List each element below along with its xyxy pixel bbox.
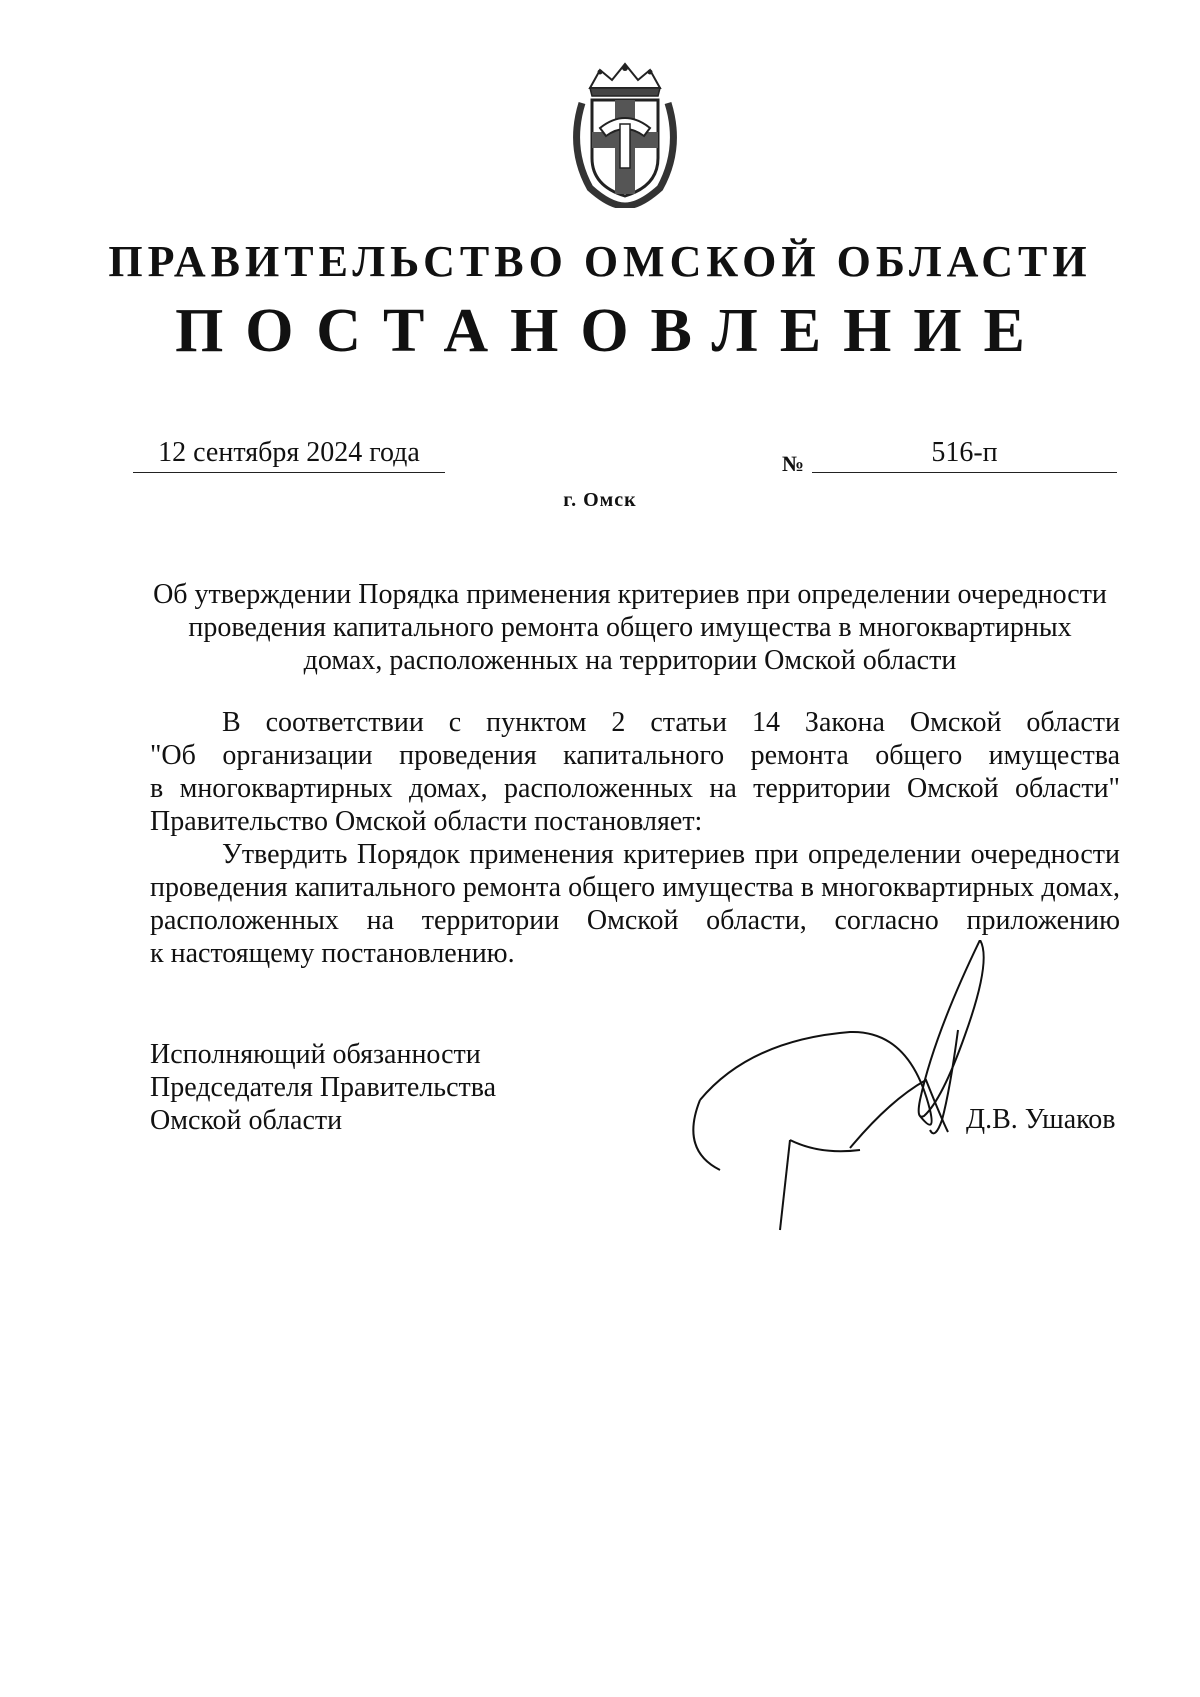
document-subject [140, 578, 1120, 677]
position-line: Исполняющий обязанности [150, 1039, 481, 1070]
subject-line: проведения капитального ремонта общего имущества в многоквартирных [188, 612, 1072, 643]
document-number: 516-п [812, 436, 1117, 473]
handwritten-signature-icon [680, 940, 1000, 1240]
document-type: ПОСТАНОВЛЕНИЕ [175, 297, 1047, 365]
subject-line: домах, расположенных на территории Омской области [303, 645, 957, 676]
body-paragraph-1 [150, 706, 1120, 838]
signatory-position [150, 1038, 496, 1137]
signatory-name: Д.В. Ушаков [966, 1104, 1116, 1135]
position-line: Председателя Правительства [150, 1072, 497, 1103]
subject-line: Об утверждении Порядка применения критериев при определении очередности [153, 579, 1107, 610]
body-line: Утвердить Порядок применения критериев при определении очередности [222, 839, 1120, 870]
body-line: "Об организации проведения капитального ремонта общего имущества [150, 740, 1120, 771]
number-sign: № [782, 451, 805, 476]
body-line: проведения капитального ремонта общего имущества в многоквартирных домах, [150, 872, 1120, 903]
organization-title: ПРАВИТЕЛЬСТВО ОМСКОЙ ОБЛАСТИ [108, 237, 1092, 286]
document-date: 12 сентября 2024 года [133, 436, 445, 473]
position-line: Омской области [150, 1105, 343, 1136]
body-line: к настоящему постановлению. [150, 938, 515, 969]
body-line: Правительство Омской области постановляет: [150, 806, 703, 837]
coat-of-arms-icon [560, 58, 690, 208]
body-line: В соответствии с пунктом 2 статьи 14 Закона Омской области [222, 707, 1120, 738]
city: г. Омск [563, 489, 637, 511]
body-line: расположенных на территории Омской области, согласно приложению [150, 905, 1120, 936]
body-line: в многоквартирных домах, расположенных на территории Омской области" [150, 773, 1120, 804]
